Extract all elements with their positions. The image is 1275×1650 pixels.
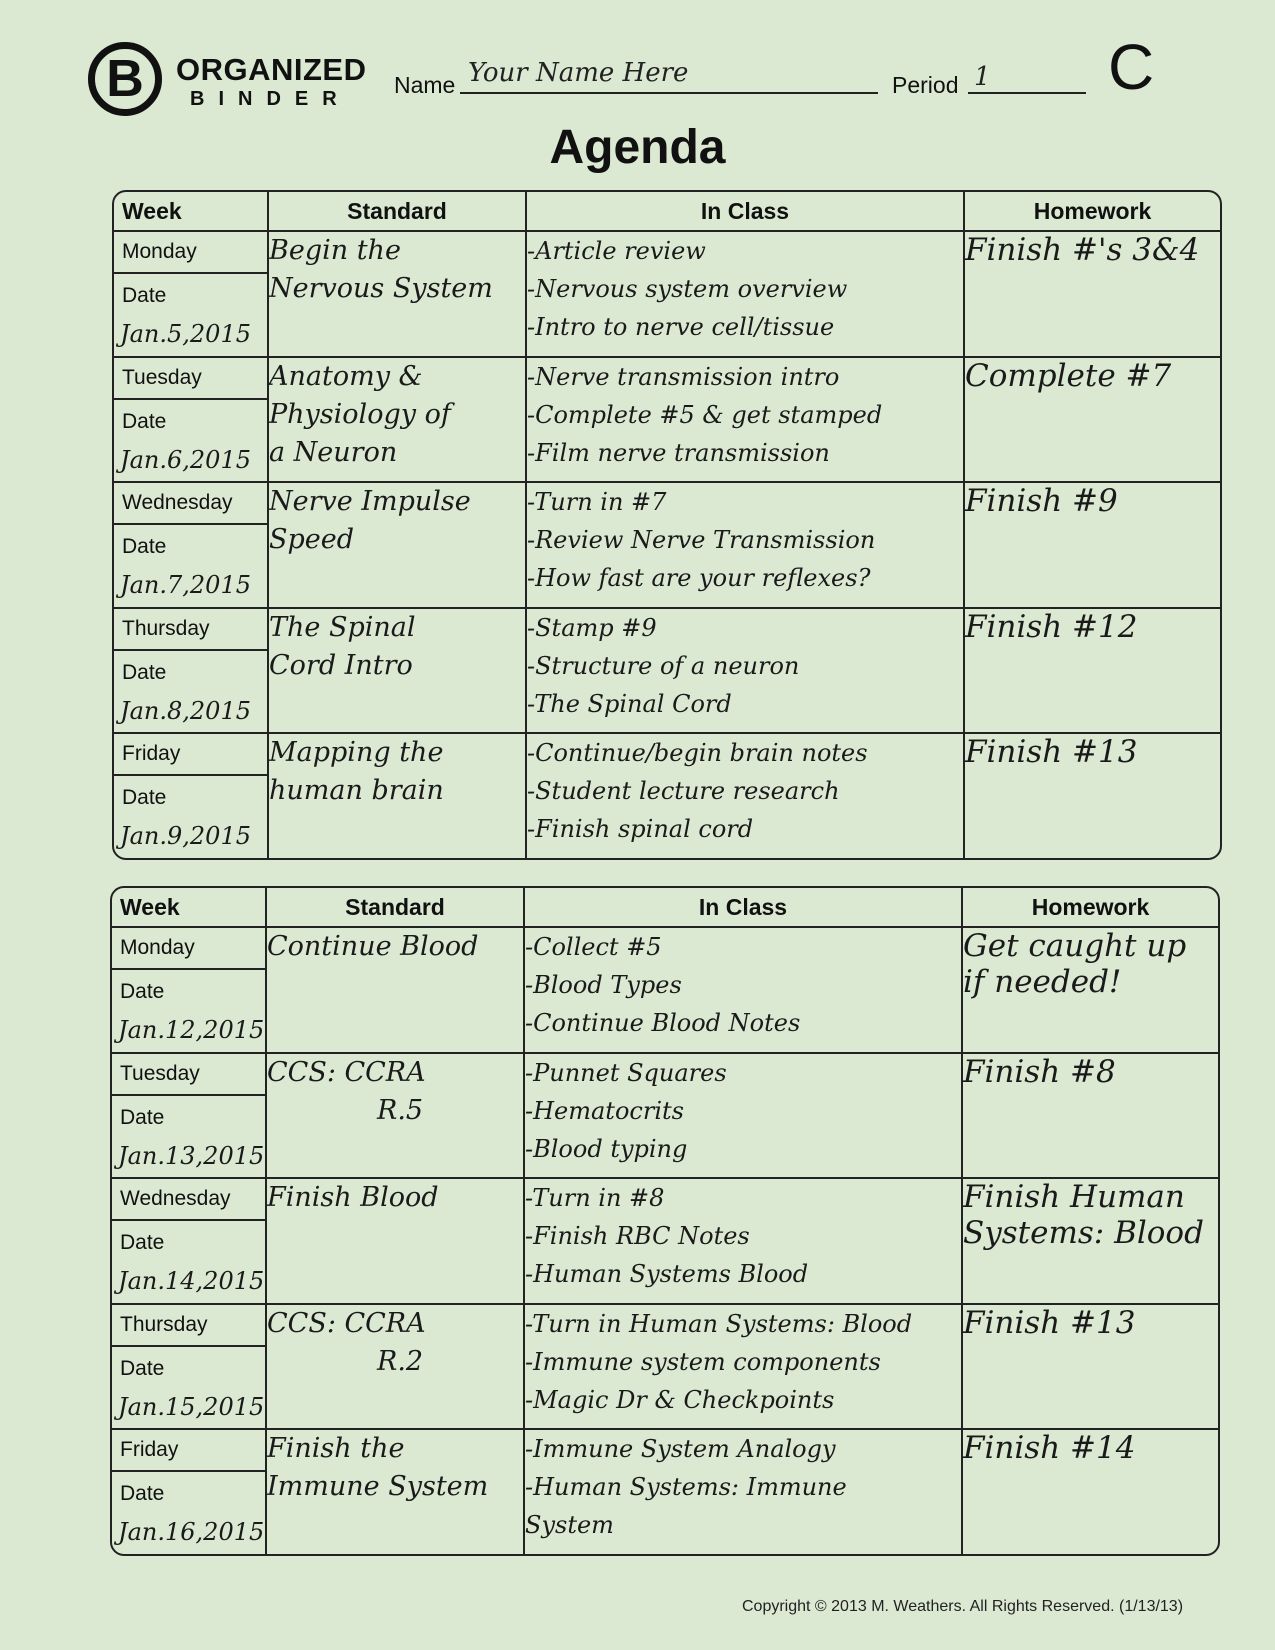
in-class-cell[interactable] (526, 231, 964, 357)
name-label: Name (394, 72, 456, 98)
date-value[interactable]: Jan.7,2015 (120, 571, 251, 600)
agenda-table-week-1 (112, 190, 1222, 860)
in-class-item: -Stamp #9 (527, 613, 657, 642)
day-cell (114, 482, 268, 608)
in-class-item: -How fast are your reflexes? (527, 564, 871, 593)
day-divider (114, 649, 267, 651)
homework-line: Finish #13 (965, 734, 1138, 771)
date-label: Date (122, 284, 167, 307)
day-divider (112, 968, 265, 970)
table-row (114, 231, 1220, 357)
homework-line: Finish #14 (963, 1430, 1136, 1467)
in-class-cell[interactable] (526, 482, 964, 608)
organized-binder-logo (88, 42, 367, 118)
in-class-item: -Punnet Squares (525, 1058, 727, 1087)
column-header-week: Week (112, 888, 266, 927)
standard-cell[interactable] (268, 608, 526, 734)
standard-line: Mapping the (269, 737, 444, 769)
day-name: Thursday (122, 616, 210, 640)
date-label: Date (122, 660, 167, 684)
standard-line: Finish Blood (267, 1182, 439, 1214)
standard-line: Continue Blood (267, 931, 479, 962)
homework-cell[interactable] (964, 231, 1220, 357)
standard-cell[interactable] (268, 231, 526, 357)
homework-cell[interactable] (964, 357, 1220, 483)
standard-cell[interactable] (268, 733, 526, 858)
date-label: Date (120, 1482, 165, 1506)
table-row (112, 1304, 1218, 1430)
homework-line: Systems: Blood (963, 1215, 1204, 1252)
homework-line: Get caught up (963, 928, 1187, 964)
in-class-item: -Continue Blood Notes (525, 1009, 801, 1037)
homework-cell[interactable] (962, 1053, 1218, 1179)
logo-b-icon: B (88, 42, 162, 116)
in-class-item: -Turn in #8 (525, 1184, 665, 1213)
homework-cell[interactable] (962, 1429, 1218, 1554)
in-class-cell[interactable] (526, 608, 964, 734)
standard-cell[interactable] (268, 482, 526, 608)
column-header-standard: Standard (266, 888, 524, 927)
table-row (112, 927, 1218, 1053)
in-class-item: -Human Systems Blood (525, 1260, 809, 1289)
in-class-item: System (525, 1511, 614, 1540)
in-class-item: -Structure of a neuron (527, 651, 800, 680)
day-divider (112, 1219, 265, 1221)
standard-line: CCS: CCRA (267, 1056, 426, 1088)
day-name: Wednesday (122, 491, 233, 515)
standard-cell[interactable] (266, 927, 524, 1053)
day-divider (114, 523, 267, 525)
day-name: Wednesday (120, 1187, 231, 1211)
in-class-item: -Immune system components (525, 1347, 881, 1376)
in-class-item: -Turn in Human Systems: Blood (525, 1309, 913, 1338)
in-class-item: -Review Nerve Transmission (527, 526, 876, 555)
standard-line: a Neuron (269, 436, 398, 468)
in-class-item: -Human Systems: Immune (525, 1473, 847, 1502)
day-divider (112, 1345, 265, 1347)
homework-line: Finish #'s 3&4 (965, 232, 1200, 268)
date-value[interactable]: Jan.8,2015 (120, 696, 251, 725)
day-name: Monday (120, 936, 195, 959)
day-cell (112, 1304, 266, 1430)
column-header-homework: Homework (962, 888, 1218, 927)
date-label: Date (120, 1105, 165, 1129)
column-header-standard: Standard (268, 192, 526, 231)
table-row (112, 1429, 1218, 1554)
day-cell (114, 608, 268, 734)
homework-cell[interactable] (964, 482, 1220, 608)
day-name: Monday (122, 240, 197, 263)
in-class-item: -Blood typing (525, 1134, 688, 1163)
name-field-line (460, 92, 878, 94)
day-divider (112, 1470, 265, 1472)
day-cell (112, 1178, 266, 1304)
day-cell (114, 231, 268, 357)
day-name: Friday (122, 742, 181, 766)
date-value[interactable]: Jan.15,2015 (118, 1392, 265, 1421)
standard-line: The Spinal (269, 611, 416, 643)
in-class-item: -Continue/begin brain notes (527, 739, 868, 768)
column-header-in-class: In Class (526, 192, 964, 231)
column-header-homework: Homework (964, 192, 1220, 231)
in-class-cell[interactable] (524, 1178, 962, 1304)
in-class-item: -Collect #5 (525, 933, 662, 961)
day-cell (112, 1429, 266, 1554)
in-class-item: -Finish spinal cord (527, 815, 754, 844)
day-cell (112, 927, 266, 1053)
day-name: Tuesday (120, 1061, 200, 1085)
standard-line: Finish the (267, 1433, 405, 1465)
day-divider (112, 1094, 265, 1096)
table-row (114, 733, 1220, 858)
in-class-item: -Finish RBC Notes (525, 1222, 750, 1251)
in-class-cell[interactable] (524, 1429, 962, 1554)
homework-line: Finish #12 (965, 608, 1138, 645)
day-divider (114, 774, 267, 776)
day-cell (114, 357, 268, 483)
in-class-item: -Blood Types (525, 971, 682, 999)
in-class-cell[interactable] (524, 1304, 962, 1430)
standard-line: human brain (269, 775, 444, 807)
in-class-cell[interactable] (526, 733, 964, 858)
standard-line: CCS: CCRA (267, 1307, 426, 1339)
column-header-in-class: In Class (524, 888, 962, 927)
table-row (112, 1178, 1218, 1304)
date-value[interactable]: Jan.5,2015 (120, 320, 251, 348)
standard-line: Physiology of (269, 398, 451, 430)
day-cell (112, 1053, 266, 1179)
homework-line: Complete #7 (965, 357, 1172, 394)
in-class-item: -The Spinal Cord (527, 689, 732, 718)
in-class-item: -Nervous system overview (527, 275, 848, 303)
in-class-item: -Complete #5 & get stamped (527, 400, 883, 429)
date-value[interactable]: Jan.6,2015 (120, 445, 251, 474)
date-label: Date (122, 535, 167, 559)
logo-text-bottom: BINDER (190, 88, 351, 110)
in-class-cell[interactable] (524, 927, 962, 1053)
period-field-line (968, 92, 1086, 94)
homework-cell[interactable] (962, 1304, 1218, 1430)
standard-line: Immune System (267, 1471, 489, 1503)
day-divider (114, 398, 267, 400)
day-name: Thursday (120, 1312, 208, 1336)
standard-line: Nerve Impulse (269, 486, 471, 518)
agenda-table-week-2 (110, 886, 1220, 1556)
logo-text-top: ORGANIZED (176, 52, 367, 87)
day-name: Friday (120, 1438, 179, 1462)
date-label: Date (122, 409, 167, 433)
table-row (114, 482, 1220, 608)
date-value[interactable]: Jan.13,2015 (118, 1141, 265, 1170)
standard-line: Nervous System (269, 273, 493, 304)
homework-cell[interactable] (964, 733, 1220, 858)
copyright-footer: Copyright © 2013 M. Weathers. All Rights Reserved. (1/13/13) (742, 1598, 1184, 1615)
date-label: Date (120, 1231, 165, 1255)
page-title: Agenda (549, 121, 726, 174)
homework-line: Finish #8 (963, 1053, 1116, 1090)
period-field[interactable]: 1 (974, 62, 991, 92)
homework-cell[interactable] (962, 927, 1218, 1053)
standard-cell[interactable] (266, 1178, 524, 1304)
version-letter: C (1108, 31, 1155, 103)
period-label: Period (892, 72, 959, 98)
standard-line: Anatomy & (269, 360, 423, 392)
in-class-cell[interactable] (524, 1053, 962, 1179)
table-row (112, 1053, 1218, 1179)
column-header-week: Week (114, 192, 268, 231)
name-field[interactable]: Your Name Here (468, 58, 689, 88)
in-class-item: -Turn in #7 (527, 488, 667, 517)
homework-cell[interactable] (964, 608, 1220, 734)
standard-line: R.5 (377, 1094, 424, 1126)
in-class-item: -Student lecture research (527, 777, 840, 806)
standard-line: Speed (269, 524, 355, 556)
date-value[interactable]: Jan.14,2015 (118, 1267, 265, 1296)
day-name: Tuesday (122, 365, 202, 389)
standard-line: Begin the (269, 235, 401, 266)
date-label: Date (120, 980, 165, 1003)
standard-cell[interactable] (266, 1429, 524, 1554)
in-class-item: -Article review (527, 237, 706, 265)
standard-line: R.2 (377, 1345, 424, 1377)
date-value[interactable]: Jan.12,2015 (118, 1016, 265, 1044)
date-value[interactable]: Jan.16,2015 (118, 1518, 265, 1547)
day-divider (114, 272, 267, 274)
standard-cell[interactable] (266, 1053, 524, 1179)
standard-cell[interactable] (268, 357, 526, 483)
homework-line: Finish #9 (965, 483, 1118, 520)
in-class-item: -Film nerve transmission (527, 438, 830, 467)
date-label: Date (120, 1356, 165, 1380)
homework-line: Finish #13 (963, 1304, 1136, 1341)
date-value[interactable]: Jan.9,2015 (120, 822, 251, 851)
in-class-item: -Nerve transmission intro (527, 362, 840, 391)
date-label: Date (122, 786, 167, 810)
in-class-cell[interactable] (526, 357, 964, 483)
homework-line: if needed! (963, 964, 1122, 1000)
in-class-item: -Immune System Analogy (525, 1435, 836, 1464)
homework-line: Finish Human (963, 1179, 1185, 1216)
standard-cell[interactable] (266, 1304, 524, 1430)
standard-line: Cord Intro (269, 649, 413, 681)
table-row (114, 608, 1220, 734)
in-class-item: -Magic Dr & Checkpoints (525, 1385, 835, 1414)
in-class-item: -Intro to nerve cell/tissue (527, 313, 835, 341)
table-row (114, 357, 1220, 483)
in-class-item: -Hematocrits (525, 1096, 684, 1125)
day-cell (114, 733, 268, 858)
homework-cell[interactable] (962, 1178, 1218, 1304)
